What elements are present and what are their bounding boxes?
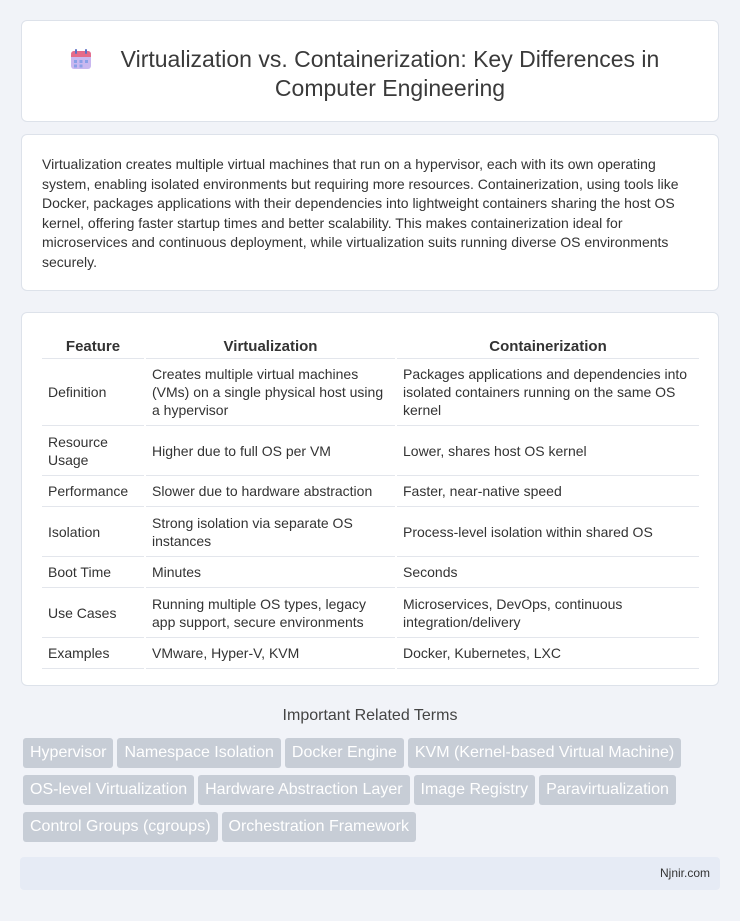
row-feature: Isolation (42, 507, 145, 557)
row-containerization: Microservices, DevOps, continuous integration/delivery (396, 588, 699, 638)
tag-os-level-virtualization[interactable]: OS-level Virtualization (23, 775, 194, 805)
related-terms-tags (23, 738, 713, 849)
table-row (42, 426, 699, 476)
row-containerization: Packages applications and dependencies into isolated containers running on the same OS kernel (396, 359, 699, 426)
row-feature: Use Cases (42, 588, 145, 638)
comparison-table (42, 336, 699, 669)
table-row (42, 557, 699, 588)
row-virtualization: VMware, Hyper-V, KVM (145, 638, 396, 669)
table-row (42, 359, 699, 426)
row-virtualization: Running multiple OS types, legacy app support, secure environments (145, 588, 396, 638)
footer-site-link[interactable]: Njnir.com (659, 866, 710, 880)
tag-namespace-isolation[interactable]: Namespace Isolation (117, 738, 280, 768)
tag-kvm[interactable]: KVM (Kernel-based Virtual Machine) (408, 738, 681, 768)
header-containerization: Containerization (396, 336, 699, 359)
comparison-table-card (21, 312, 719, 686)
row-feature: Examples (42, 638, 145, 669)
tag-paravirtualization[interactable]: Paravirtualization (539, 775, 676, 805)
row-feature: Boot Time (42, 557, 145, 588)
summary-card (21, 134, 719, 291)
row-virtualization: Minutes (145, 557, 396, 588)
row-virtualization: Strong isolation via separate OS instances (145, 507, 396, 557)
summary-text: Virtualization creates multiple virtual machines that run on a hypervisor, each with its own operating system, enabling isolated environments but requiring more resources. Containerization, using tools like Docker, packages applications with their dependencies into lightweight containers sharing the host OS kernel, offering faster startup times and better scalability. This makes containerization ideal for microservices and continuous deployment, while virtualization suits running diverse OS environments securely. (42, 156, 679, 270)
row-containerization: Process-level isolation within shared OS (396, 507, 699, 557)
related-terms-title: Important Related Terms (282, 707, 458, 724)
row-virtualization: Creates multiple virtual machines (VMs) on a single physical host using a hypervisor (145, 359, 396, 426)
tag-docker-engine[interactable]: Docker Engine (285, 738, 404, 768)
tag-hypervisor[interactable]: Hypervisor (23, 738, 113, 768)
title-card (21, 20, 719, 122)
row-virtualization: Slower due to hardware abstraction (145, 476, 396, 507)
row-feature: Performance (42, 476, 145, 507)
row-containerization: Lower, shares host OS kernel (396, 426, 699, 476)
table-row (42, 588, 699, 638)
table-row (42, 507, 699, 557)
tag-image-registry[interactable]: Image Registry (414, 775, 536, 805)
tag-hardware-abstraction-layer[interactable]: Hardware Abstraction Layer (198, 775, 409, 805)
header-virtualization: Virtualization (145, 336, 396, 359)
row-containerization: Seconds (396, 557, 699, 588)
row-feature: Resource Usage (42, 426, 145, 476)
row-containerization: Docker, Kubernetes, LXC (396, 638, 699, 669)
tag-control-groups[interactable]: Control Groups (cgroups) (23, 812, 218, 842)
tag-orchestration-framework[interactable]: Orchestration Framework (222, 812, 417, 842)
row-virtualization: Higher due to full OS per VM (145, 426, 396, 476)
header-feature: Feature (42, 336, 145, 359)
page-title: Virtualization vs. Containerization: Key Differences in Computer Engineering (120, 46, 660, 101)
footer (20, 857, 720, 890)
row-containerization: Faster, near-native speed (396, 476, 699, 507)
row-feature: Definition (42, 359, 145, 426)
table-row (42, 638, 699, 669)
table-row (42, 476, 699, 507)
table-header-row (42, 336, 699, 359)
